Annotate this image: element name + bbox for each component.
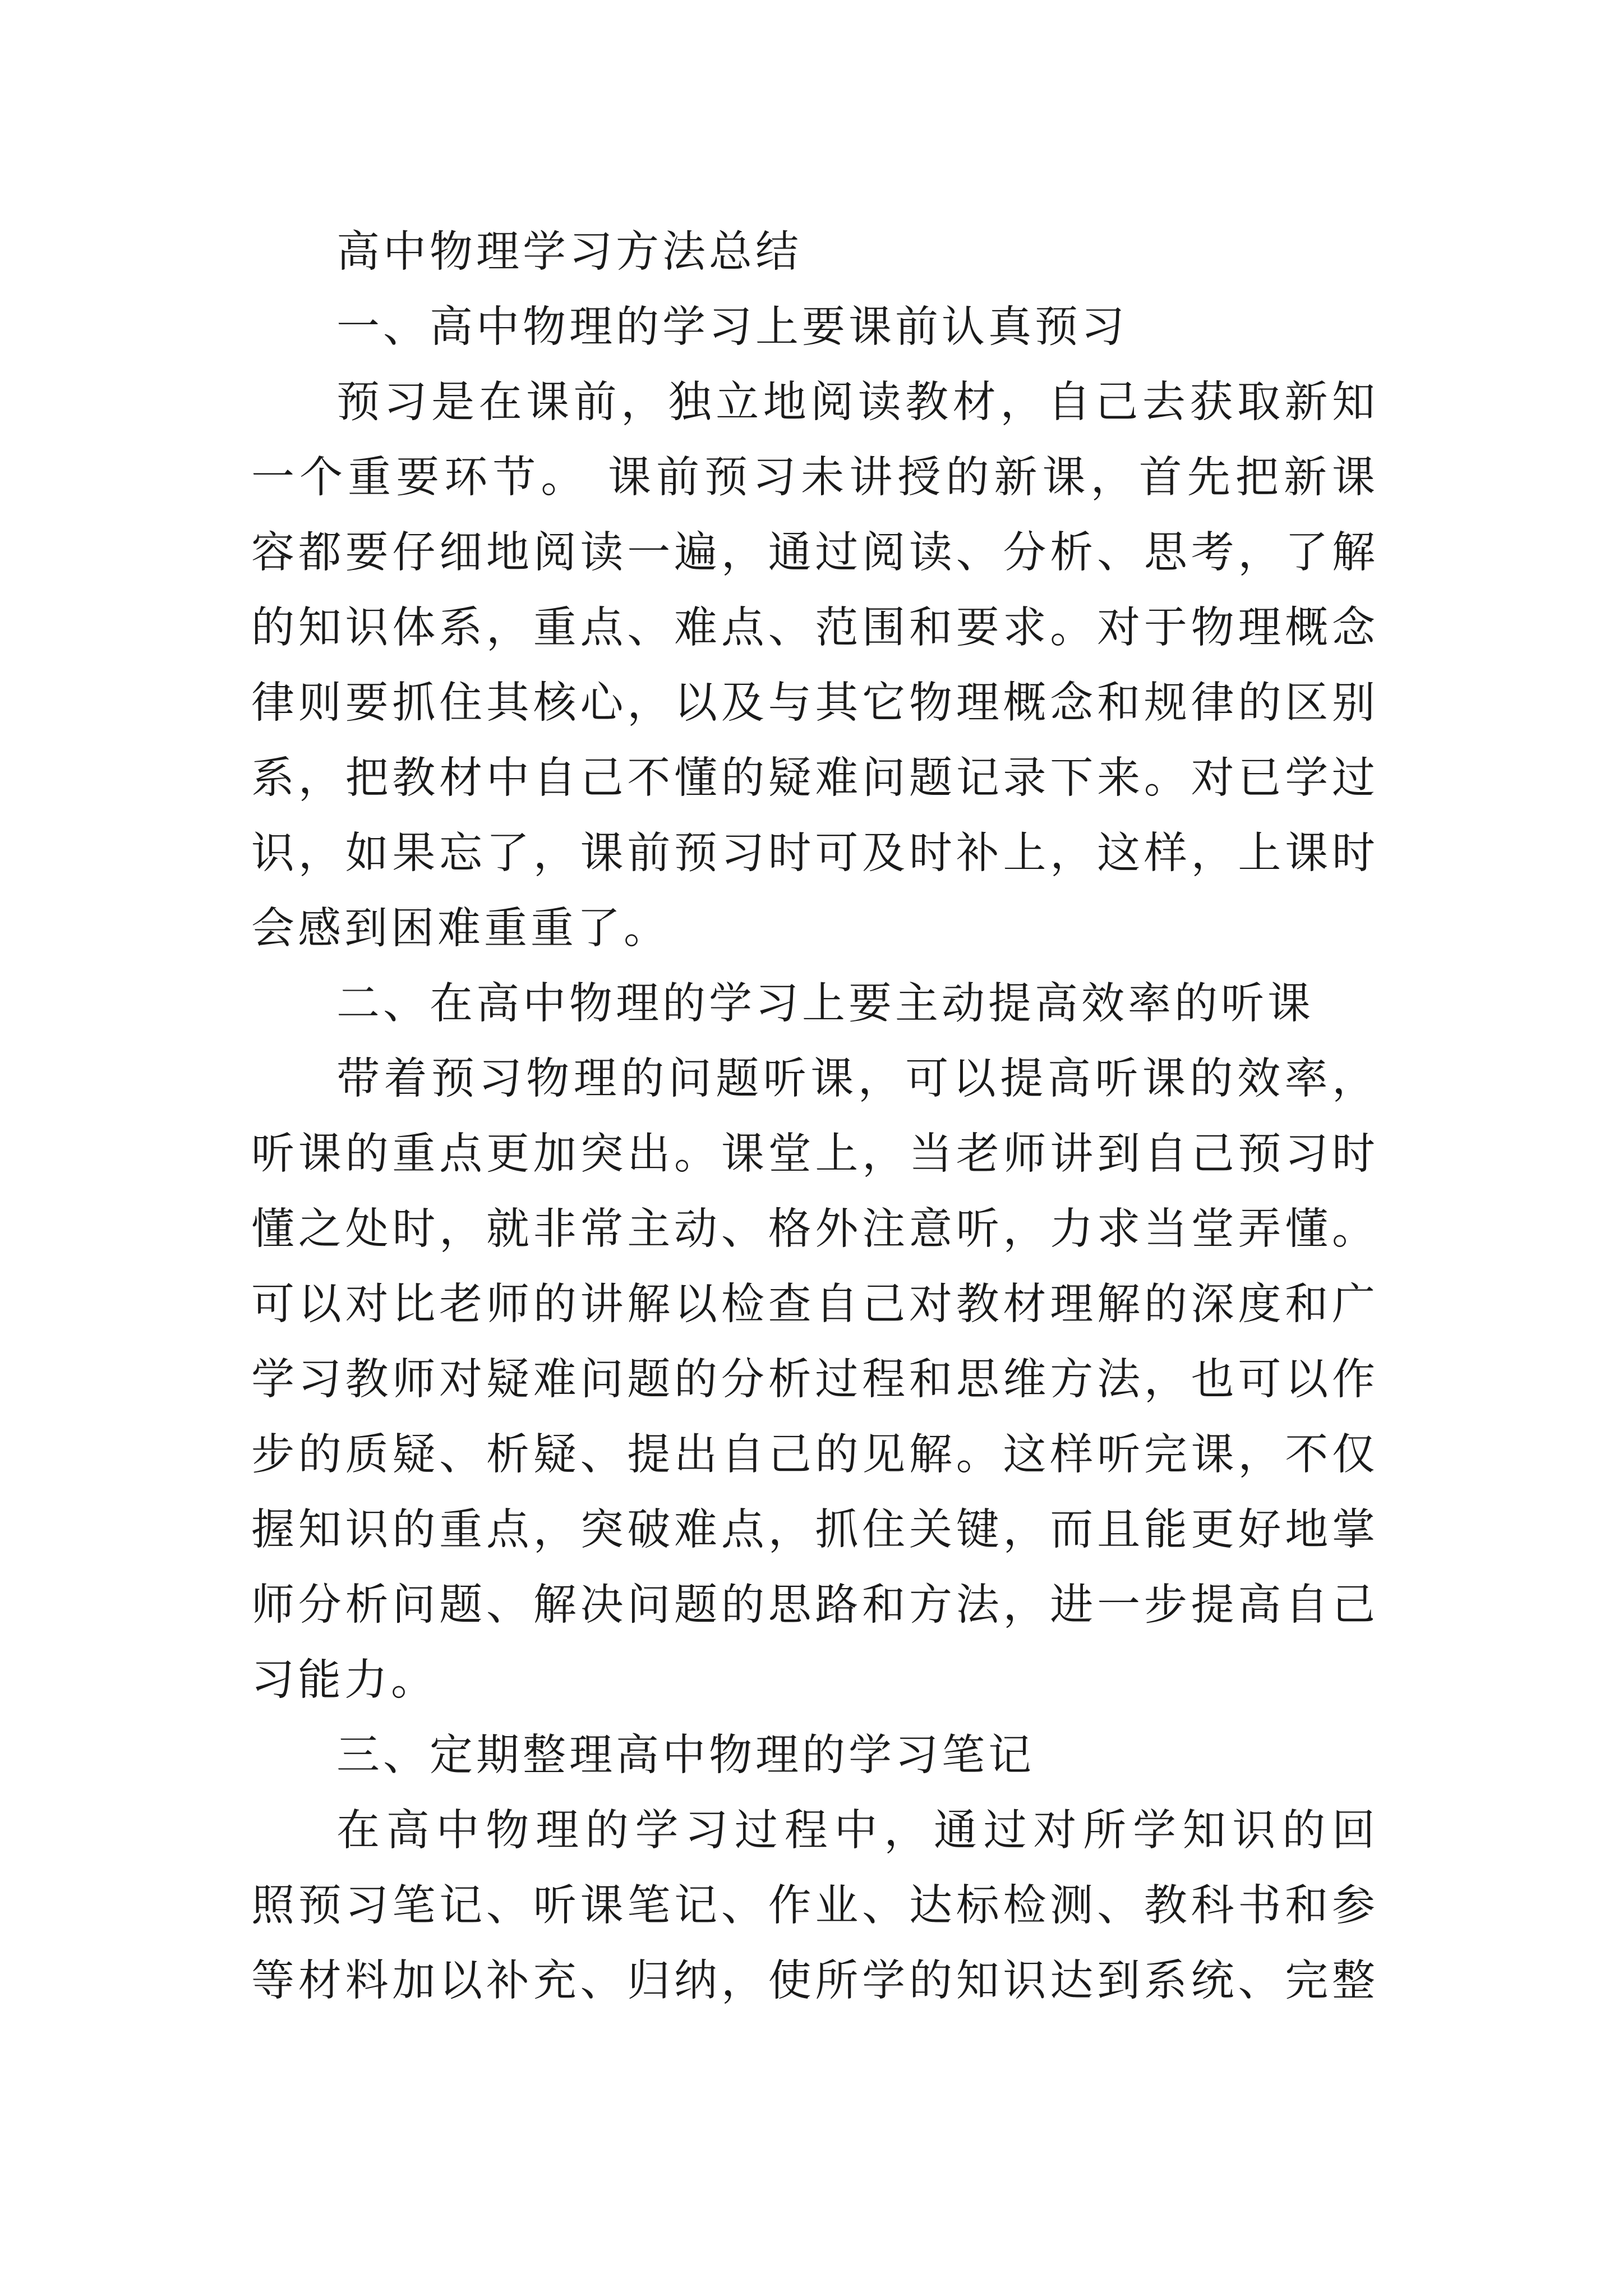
- paragraph-line: 的知识体系，重点、难点、范围和要求。对于物理概念: [251, 603, 1378, 653]
- paragraph-line: 在高中物理的学习过程中，通过对所学知识的回: [336, 1806, 1378, 1856]
- paragraph-line: 带着预习物理的问题听课，可以提高听课的效率，: [336, 1054, 1378, 1104]
- paragraph-line: 预习是在课前，独立地阅读教材，自己去获取新知: [336, 378, 1378, 427]
- paragraph-line: 等材料加以补充、归纳，使所学的知识达到系统、完整: [251, 1956, 1378, 2006]
- paragraph-line: 一个重要环节。 课前预习未讲授的新课，首先把新课: [251, 453, 1378, 503]
- section-heading-1: 一、高中物理的学习上要课前认真预习: [336, 302, 1128, 352]
- paragraph-line: 会感到困难重重了。: [251, 904, 670, 954]
- paragraph-line: 容都要仔细地阅读一遍，通过阅读、分析、思考，了解: [251, 528, 1378, 578]
- document-body: [251, 215, 1378, 2019]
- paragraph-line: 师分析问题、解决问题的思路和方法，进一步提高自己: [251, 1580, 1378, 1630]
- document-title: 高中物理学习方法总结: [336, 227, 802, 277]
- paragraph-line: 习能力。: [251, 1655, 437, 1705]
- paragraph-line: 步的质疑、析疑、提出自己的见解。这样听完课，不仅: [251, 1430, 1378, 1480]
- paragraph-line: 懂之处时，就非常主动、格外注意听，力求当堂弄懂。: [251, 1204, 1378, 1254]
- paragraph-line: 可以对比老师的讲解以检查自己对教材理解的深度和广: [251, 1280, 1378, 1329]
- paragraph-line: 学习教师对疑难问题的分析过程和思维方法，也可以作: [251, 1355, 1378, 1405]
- paragraph-line: 识，如果忘了，课前预习时可及时补上，这样，上课时: [251, 829, 1378, 878]
- paragraph-line: 握知识的重点，突破难点，抓住关键，而且能更好地掌: [251, 1505, 1378, 1555]
- section-heading-2: 二、在高中物理的学习上要主动提高效率的听课: [336, 979, 1314, 1029]
- paragraph-line: 听课的重点更加突出。课堂上，当老师讲到自己预习时: [251, 1129, 1378, 1179]
- paragraph-line: 照预习笔记、听课笔记、作业、达标检测、教科书和参: [251, 1881, 1378, 1931]
- paragraph-line: 律则要抓住其核心，以及与其它物理概念和规律的区别: [251, 678, 1378, 728]
- section-heading-3: 三、定期整理高中物理的学习笔记: [336, 1731, 1035, 1780]
- paragraph-line: 系，把教材中自己不懂的疑难问题记录下来。对已学过: [251, 753, 1378, 803]
